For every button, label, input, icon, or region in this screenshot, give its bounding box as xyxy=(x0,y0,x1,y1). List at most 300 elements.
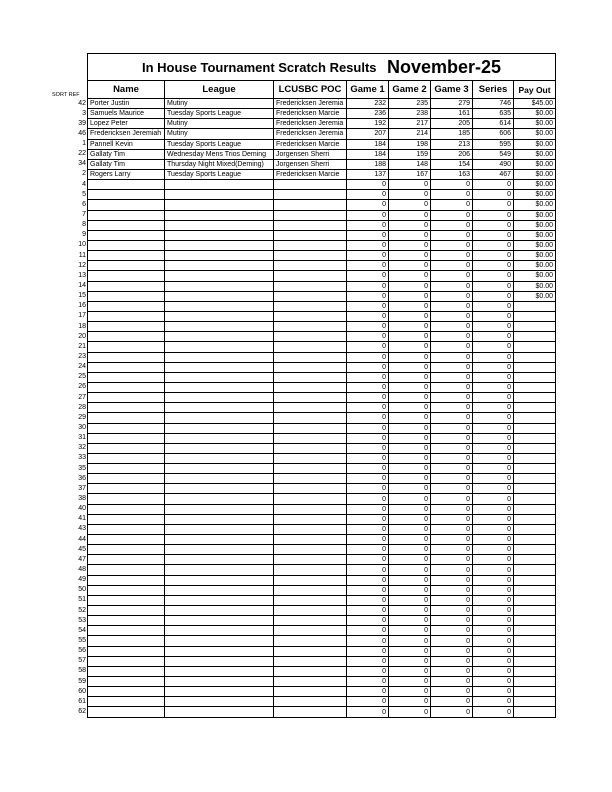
cell-pay xyxy=(514,443,556,453)
table-row xyxy=(88,646,556,656)
cell-g2: 0 xyxy=(389,443,431,453)
header-poc: LCUSBC POC xyxy=(274,81,347,99)
cell-g2: 0 xyxy=(389,666,431,676)
sort-ref-value: 3 xyxy=(82,109,86,117)
cell-pay: $0.00 xyxy=(514,240,556,250)
cell-poc: Fredericksen Marcie xyxy=(274,139,347,149)
cell-league xyxy=(165,474,274,484)
cell-poc xyxy=(274,322,347,332)
cell-pay xyxy=(514,555,556,565)
cell-league xyxy=(165,200,274,210)
cell-league xyxy=(165,606,274,616)
cell-g2: 0 xyxy=(389,555,431,565)
table-row xyxy=(88,261,556,271)
cell-league xyxy=(165,261,274,271)
cell-g2: 0 xyxy=(389,210,431,220)
cell-name xyxy=(88,413,165,423)
sort-ref-value: 22 xyxy=(78,150,86,158)
cell-league xyxy=(165,616,274,626)
sort-ref-value: 53 xyxy=(78,616,86,624)
cell-league xyxy=(165,413,274,423)
cell-g1: 0 xyxy=(347,474,389,484)
table-row xyxy=(88,301,556,311)
cell-name xyxy=(88,464,165,474)
cell-series: 0 xyxy=(473,484,514,494)
cell-g1: 0 xyxy=(347,393,389,403)
cell-series: 606 xyxy=(473,129,514,139)
cell-pay xyxy=(514,677,556,687)
cell-pay xyxy=(514,514,556,524)
cell-name xyxy=(88,200,165,210)
cell-g3: 0 xyxy=(431,504,473,514)
cell-series: 0 xyxy=(473,352,514,362)
cell-g2: 0 xyxy=(389,453,431,463)
cell-series: 0 xyxy=(473,362,514,372)
cell-g1: 0 xyxy=(347,524,389,534)
cell-g1: 0 xyxy=(347,565,389,575)
cell-series: 0 xyxy=(473,271,514,281)
cell-league xyxy=(165,545,274,555)
cell-league xyxy=(165,281,274,291)
cell-poc xyxy=(274,545,347,555)
table-row xyxy=(88,474,556,484)
table-row xyxy=(88,616,556,626)
cell-series: 0 xyxy=(473,565,514,575)
sort-ref-value: 55 xyxy=(78,636,86,644)
cell-g1: 0 xyxy=(347,433,389,443)
sort-ref-value: 13 xyxy=(78,271,86,279)
cell-g2: 214 xyxy=(389,129,431,139)
cell-g1: 0 xyxy=(347,606,389,616)
cell-g2: 0 xyxy=(389,464,431,474)
cell-g3: 0 xyxy=(431,362,473,372)
cell-poc xyxy=(274,687,347,697)
sort-ref-value: 47 xyxy=(78,555,86,563)
table-row xyxy=(88,423,556,433)
cell-g2: 0 xyxy=(389,200,431,210)
cell-poc xyxy=(274,433,347,443)
cell-pay xyxy=(514,403,556,413)
cell-g3: 0 xyxy=(431,322,473,332)
cell-g1: 0 xyxy=(347,646,389,656)
cell-g3: 0 xyxy=(431,180,473,190)
table-row xyxy=(88,322,556,332)
page-title: In House Tournament Scratch Results xyxy=(142,59,377,75)
sort-ref-value: 41 xyxy=(78,515,86,523)
cell-poc: Fredericksen Jeremia xyxy=(274,99,347,109)
table-row xyxy=(88,230,556,240)
cell-poc xyxy=(274,606,347,616)
cell-g3: 0 xyxy=(431,474,473,484)
cell-poc xyxy=(274,423,347,433)
cell-poc: Jorgensen Sherri xyxy=(274,159,347,169)
cell-series: 0 xyxy=(473,453,514,463)
cell-pay xyxy=(514,311,556,321)
cell-series: 0 xyxy=(473,413,514,423)
cell-g3: 161 xyxy=(431,109,473,119)
cell-name xyxy=(88,190,165,200)
cell-g3: 0 xyxy=(431,393,473,403)
header-payout: Pay Out xyxy=(514,81,556,99)
cell-g1: 0 xyxy=(347,281,389,291)
cell-g3: 205 xyxy=(431,119,473,129)
cell-league xyxy=(165,291,274,301)
cell-pay xyxy=(514,413,556,423)
cell-league xyxy=(165,656,274,666)
cell-g3: 0 xyxy=(431,332,473,342)
cell-g2: 0 xyxy=(389,626,431,636)
cell-name xyxy=(88,453,165,463)
sort-ref-value: 25 xyxy=(78,373,86,381)
table-row xyxy=(88,433,556,443)
cell-pay: $0.00 xyxy=(514,210,556,220)
cell-g3: 0 xyxy=(431,677,473,687)
cell-series: 0 xyxy=(473,220,514,230)
cell-g3: 0 xyxy=(431,311,473,321)
table-row xyxy=(88,656,556,666)
cell-g2: 0 xyxy=(389,616,431,626)
cell-name xyxy=(88,585,165,595)
cell-g3: 0 xyxy=(431,453,473,463)
table-row xyxy=(88,159,556,169)
cell-pay xyxy=(514,636,556,646)
cell-g1: 0 xyxy=(347,342,389,352)
cell-g3: 0 xyxy=(431,666,473,676)
cell-g3: 0 xyxy=(431,514,473,524)
sort-ref-value: 9 xyxy=(82,231,86,239)
cell-poc xyxy=(274,261,347,271)
table-row xyxy=(88,129,556,139)
cell-poc xyxy=(274,575,347,585)
cell-g1: 184 xyxy=(347,149,389,159)
sort-ref-value: 14 xyxy=(78,282,86,290)
cell-pay xyxy=(514,301,556,311)
sort-ref-value: 51 xyxy=(78,596,86,604)
sort-ref-value: 57 xyxy=(78,657,86,665)
sort-ref-value: 34 xyxy=(78,160,86,168)
cell-name xyxy=(88,494,165,504)
cell-pay xyxy=(514,575,556,585)
cell-g1: 236 xyxy=(347,109,389,119)
cell-poc xyxy=(274,494,347,504)
cell-poc xyxy=(274,342,347,352)
cell-g2: 0 xyxy=(389,332,431,342)
cell-g1: 0 xyxy=(347,301,389,311)
cell-league xyxy=(165,585,274,595)
cell-g1: 188 xyxy=(347,159,389,169)
cell-series: 467 xyxy=(473,169,514,179)
table-row xyxy=(88,585,556,595)
results-table xyxy=(87,53,556,718)
header-game3: Game 3 xyxy=(431,81,473,99)
cell-poc xyxy=(274,311,347,321)
cell-league xyxy=(165,403,274,413)
cell-g1: 0 xyxy=(347,240,389,250)
cell-pay xyxy=(514,697,556,707)
cell-league xyxy=(165,443,274,453)
cell-g3: 0 xyxy=(431,281,473,291)
cell-league xyxy=(165,372,274,382)
cell-g2: 0 xyxy=(389,707,431,717)
cell-name xyxy=(88,393,165,403)
cell-name xyxy=(88,565,165,575)
cell-pay: $0.00 xyxy=(514,139,556,149)
table-row xyxy=(88,393,556,403)
sort-ref-value: 36 xyxy=(78,474,86,482)
cell-g1: 0 xyxy=(347,535,389,545)
cell-series: 0 xyxy=(473,230,514,240)
cell-g2: 0 xyxy=(389,362,431,372)
cell-name xyxy=(88,443,165,453)
cell-g3: 0 xyxy=(431,595,473,605)
cell-g3: 0 xyxy=(431,301,473,311)
cell-pay xyxy=(514,646,556,656)
sort-ref-value: 48 xyxy=(78,565,86,573)
cell-poc xyxy=(274,677,347,687)
cell-poc xyxy=(274,697,347,707)
cell-g1: 0 xyxy=(347,514,389,524)
cell-league xyxy=(165,342,274,352)
cell-league xyxy=(165,180,274,190)
table-row xyxy=(88,535,556,545)
sort-ref-value: 46 xyxy=(78,129,86,137)
cell-g3: 0 xyxy=(431,220,473,230)
cell-g2: 0 xyxy=(389,403,431,413)
cell-pay xyxy=(514,707,556,717)
cell-poc xyxy=(274,190,347,200)
table-row xyxy=(88,210,556,220)
cell-g1: 0 xyxy=(347,545,389,555)
cell-g2: 0 xyxy=(389,545,431,555)
cell-g3: 0 xyxy=(431,342,473,352)
cell-g3: 0 xyxy=(431,261,473,271)
cell-league xyxy=(165,636,274,646)
cell-poc xyxy=(274,666,347,676)
cell-g3: 0 xyxy=(431,200,473,210)
cell-g3: 0 xyxy=(431,382,473,392)
cell-series: 746 xyxy=(473,99,514,109)
cell-name xyxy=(88,251,165,261)
cell-name: Samuels Maurice xyxy=(88,109,165,119)
cell-pay: $0.00 xyxy=(514,291,556,301)
cell-g1: 0 xyxy=(347,291,389,301)
cell-g1: 0 xyxy=(347,575,389,585)
cell-g3: 0 xyxy=(431,494,473,504)
sort-ref-value: 31 xyxy=(78,434,86,442)
sort-ref-value: 39 xyxy=(78,119,86,127)
table-row xyxy=(88,464,556,474)
cell-g3: 154 xyxy=(431,159,473,169)
cell-g2: 0 xyxy=(389,687,431,697)
cell-name xyxy=(88,524,165,534)
cell-g2: 0 xyxy=(389,352,431,362)
cell-series: 0 xyxy=(473,372,514,382)
cell-g2: 0 xyxy=(389,251,431,261)
table-row xyxy=(88,514,556,524)
cell-poc xyxy=(274,707,347,717)
cell-g2: 0 xyxy=(389,656,431,666)
cell-g3: 0 xyxy=(431,291,473,301)
sort-ref-value: 42 xyxy=(78,99,86,107)
sort-ref-value: 20 xyxy=(78,332,86,340)
cell-g3: 0 xyxy=(431,190,473,200)
header-league: League xyxy=(165,81,274,99)
cell-g3: 0 xyxy=(431,575,473,585)
cell-series: 0 xyxy=(473,656,514,666)
cell-name xyxy=(88,220,165,230)
cell-name xyxy=(88,484,165,494)
cell-name xyxy=(88,656,165,666)
cell-g2: 0 xyxy=(389,697,431,707)
cell-g3: 0 xyxy=(431,616,473,626)
cell-name: Gallaty Tim xyxy=(88,149,165,159)
cell-g1: 0 xyxy=(347,666,389,676)
cell-g2: 0 xyxy=(389,180,431,190)
table-row xyxy=(88,697,556,707)
cell-series: 0 xyxy=(473,504,514,514)
cell-poc xyxy=(274,301,347,311)
table-row xyxy=(88,109,556,119)
cell-g1: 0 xyxy=(347,555,389,565)
table-row xyxy=(88,555,556,565)
cell-g2: 217 xyxy=(389,119,431,129)
cell-g2: 0 xyxy=(389,220,431,230)
table-row xyxy=(88,677,556,687)
cell-g1: 0 xyxy=(347,423,389,433)
cell-pay: $0.00 xyxy=(514,119,556,129)
cell-g1: 0 xyxy=(347,697,389,707)
cell-g3: 0 xyxy=(431,423,473,433)
sort-ref-value: 44 xyxy=(78,535,86,543)
cell-g1: 0 xyxy=(347,352,389,362)
cell-league xyxy=(165,535,274,545)
cell-poc xyxy=(274,646,347,656)
cell-name: Rogers Larry xyxy=(88,169,165,179)
cell-g2: 0 xyxy=(389,190,431,200)
cell-name xyxy=(88,707,165,717)
cell-poc: Fredericksen Jeremia xyxy=(274,119,347,129)
cell-series: 0 xyxy=(473,666,514,676)
sort-ref-label: SORT REF xyxy=(52,92,80,98)
cell-name: Lopez Peter xyxy=(88,119,165,129)
cell-poc xyxy=(274,332,347,342)
cell-name xyxy=(88,271,165,281)
cell-poc xyxy=(274,403,347,413)
cell-g1: 137 xyxy=(347,169,389,179)
cell-poc xyxy=(274,393,347,403)
cell-league xyxy=(165,352,274,362)
cell-g3: 0 xyxy=(431,636,473,646)
cell-league xyxy=(165,393,274,403)
sort-ref-value: 21 xyxy=(78,342,86,350)
cell-g1: 0 xyxy=(347,464,389,474)
cell-name xyxy=(88,474,165,484)
cell-league xyxy=(165,626,274,636)
cell-g2: 0 xyxy=(389,291,431,301)
cell-pay: $45.00 xyxy=(514,99,556,109)
cell-league xyxy=(165,646,274,656)
cell-g2: 0 xyxy=(389,474,431,484)
cell-g3: 0 xyxy=(431,697,473,707)
sort-ref-value: 1 xyxy=(82,140,86,148)
cell-g2: 0 xyxy=(389,413,431,423)
cell-pay xyxy=(514,606,556,616)
sort-ref-value: 29 xyxy=(78,413,86,421)
cell-league xyxy=(165,464,274,474)
table-row xyxy=(88,666,556,676)
cell-pay xyxy=(514,524,556,534)
cell-series: 0 xyxy=(473,281,514,291)
cell-league xyxy=(165,362,274,372)
cell-g2: 0 xyxy=(389,565,431,575)
cell-g1: 0 xyxy=(347,230,389,240)
cell-name xyxy=(88,646,165,656)
cell-name xyxy=(88,240,165,250)
cell-league xyxy=(165,240,274,250)
cell-poc xyxy=(274,474,347,484)
cell-poc: Fredericksen Marcie xyxy=(274,169,347,179)
cell-series: 0 xyxy=(473,190,514,200)
sort-ref-value: 12 xyxy=(78,261,86,269)
cell-series: 0 xyxy=(473,636,514,646)
cell-name: Porter Justin xyxy=(88,99,165,109)
sort-ref-value: 58 xyxy=(78,667,86,675)
table-row xyxy=(88,291,556,301)
cell-poc xyxy=(274,504,347,514)
cell-g1: 192 xyxy=(347,119,389,129)
cell-g3: 0 xyxy=(431,271,473,281)
table-row xyxy=(88,342,556,352)
cell-g2: 0 xyxy=(389,575,431,585)
cell-pay xyxy=(514,322,556,332)
cell-g1: 0 xyxy=(347,271,389,281)
table-row xyxy=(88,271,556,281)
cell-g2: 0 xyxy=(389,494,431,504)
cell-league xyxy=(165,524,274,534)
cell-g2: 0 xyxy=(389,240,431,250)
cell-pay xyxy=(514,342,556,352)
cell-name: Fredericksen Jeremiah xyxy=(88,129,165,139)
cell-name: Gallaty Tim xyxy=(88,159,165,169)
cell-name xyxy=(88,677,165,687)
cell-g1: 0 xyxy=(347,484,389,494)
cell-g3: 0 xyxy=(431,585,473,595)
cell-pay: $0.00 xyxy=(514,190,556,200)
cell-name xyxy=(88,535,165,545)
cell-league xyxy=(165,433,274,443)
cell-g1: 0 xyxy=(347,595,389,605)
table-row xyxy=(88,382,556,392)
cell-poc: Fredericksen Jeremia xyxy=(274,129,347,139)
cell-poc xyxy=(274,443,347,453)
cell-series: 0 xyxy=(473,443,514,453)
cell-g3: 0 xyxy=(431,545,473,555)
table-row xyxy=(88,99,556,109)
cell-g1: 0 xyxy=(347,504,389,514)
cell-g2: 0 xyxy=(389,585,431,595)
cell-name xyxy=(88,311,165,321)
cell-g3: 0 xyxy=(431,656,473,666)
cell-series: 0 xyxy=(473,210,514,220)
cell-g2: 0 xyxy=(389,504,431,514)
cell-poc xyxy=(274,362,347,372)
header-game1: Game 1 xyxy=(347,81,389,99)
table-row xyxy=(88,687,556,697)
header-game2: Game 2 xyxy=(389,81,431,99)
sort-ref-value: 59 xyxy=(78,677,86,685)
cell-pay xyxy=(514,666,556,676)
table-row xyxy=(88,403,556,413)
